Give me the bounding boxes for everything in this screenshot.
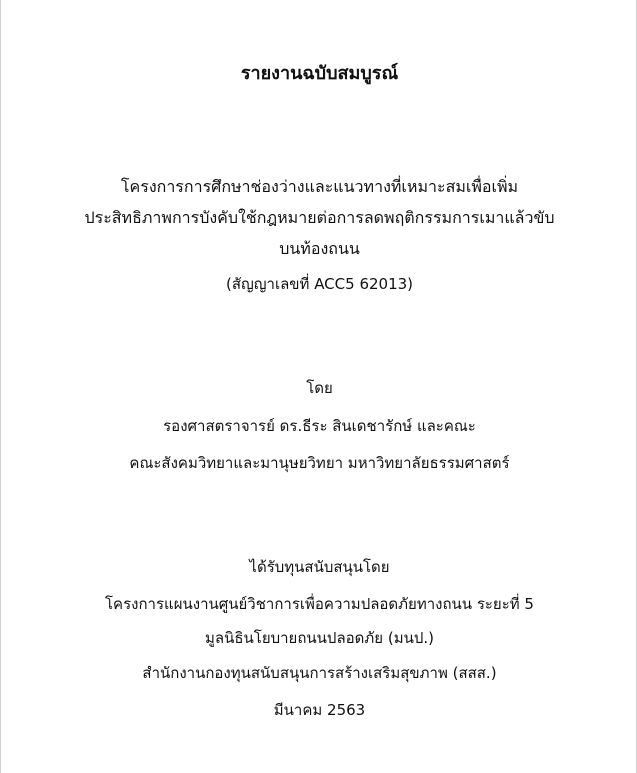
author-names: รองศาสตราจารย์ ดร.ธีระ สินเดชารักษ์ และคณะ (163, 417, 476, 435)
funding-line-1: โครงการแผนงานศูนย์วิชาการเพื่อความปลอดภัยทางถนน ระยะที่ 5 (105, 595, 534, 613)
contract-number: (สัญญาเลขที่ ACC5 62013) (225, 275, 414, 293)
project-title-line-2: ประสิทธิภาพการบังคับใช้กฎหมายต่อการลดพฤติกรรมการเมาแล้วขับ (84, 208, 555, 227)
funding-line-2: มูลนิธินโยบายถนนปลอดภัย (มนป.) (205, 629, 434, 647)
author-affiliation: คณะสังคมวิทยาและมานุษยวิทยา มหาวิทยาลัยธรรมศาสตร์ (129, 454, 510, 472)
report-title: รายงานฉบับสมบูรณ์ (240, 63, 399, 84)
project-title-line-3: บนท้องถนน (279, 239, 360, 258)
project-title-line-1: โครงการการศึกษาช่องว่างและแนวทางที่เหมาะสมเพื่อเพิ่ม (120, 177, 519, 196)
by-label: โดย (306, 379, 333, 397)
funding-label: ได้รับทุนสนับสนุนโดย (249, 558, 390, 576)
funding-line-3: สำนักงานกองทุนสนับสนุนการสร้างเสริมสุขภาพ (สสส.) (142, 664, 497, 682)
report-date: มีนาคม 2563 (273, 701, 366, 719)
